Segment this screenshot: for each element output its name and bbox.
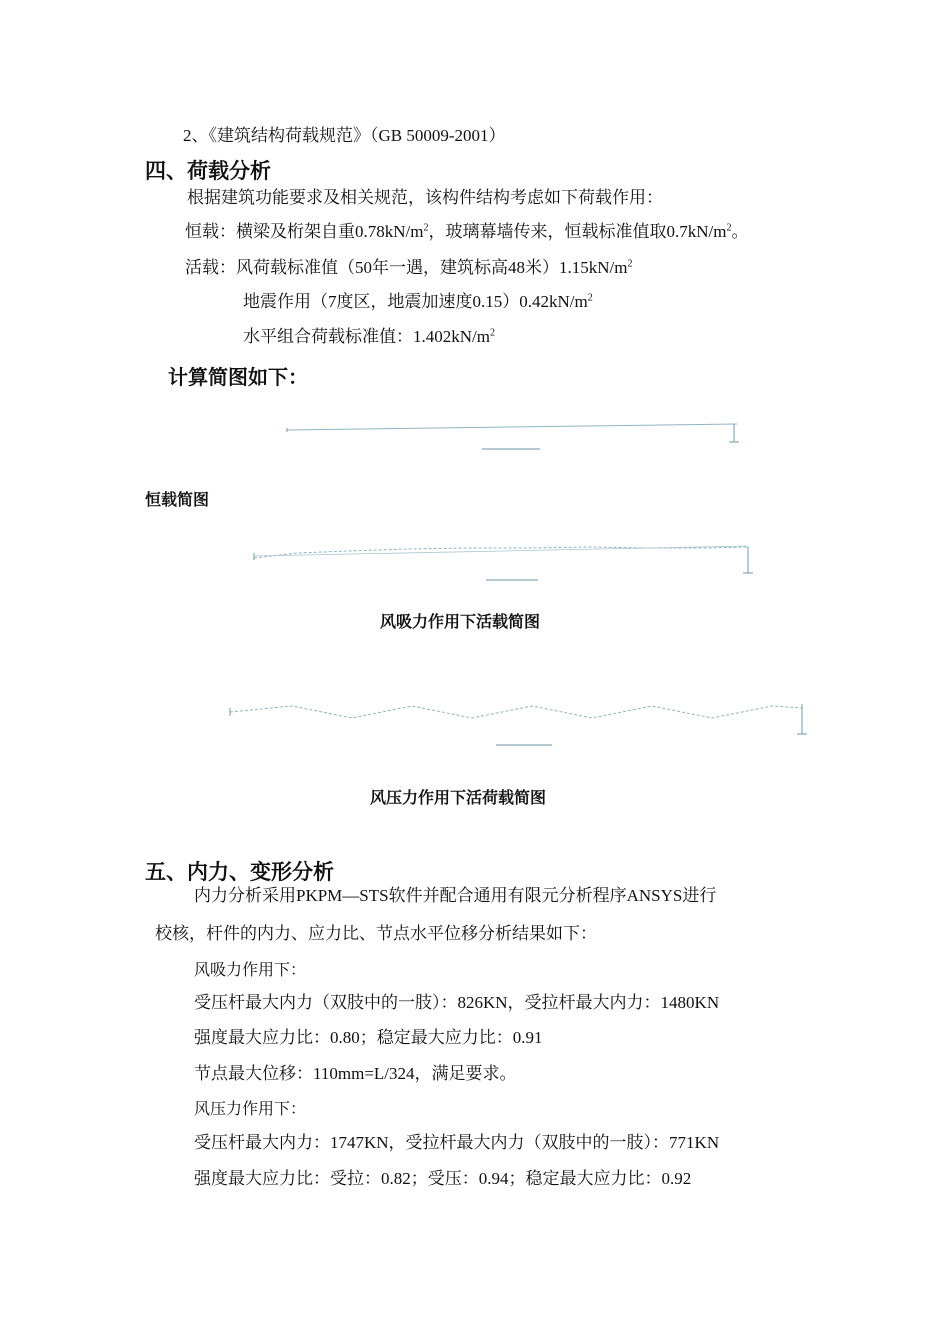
section-4-title: 四、荷载分析 <box>145 159 271 183</box>
dead-load-line: 恒载：横梁及桁架自重$0.78kN/m^2$，玻璃幕墙传来，恒载标准值取$0.7kN/m^2$。 <box>185 222 749 241</box>
section-5-title: 五、内力、变形分析 <box>145 860 334 884</box>
pressure-heading: 风压力作用下： <box>194 1099 307 1118</box>
suction-stress: 强度最大应力比：0.80；稳定最大应力比：0.91 <box>194 1028 543 1047</box>
load-intro: 根据建筑功能要求及相关规范，该构件结构考虑如下荷载作用： <box>187 188 663 207</box>
live-load-combo: 水平组合荷载标准值：$1.402kN/m^2$ <box>243 327 495 346</box>
reference-item: 2、《建筑结构荷载规范》（GB 50009-2001） <box>183 126 506 145</box>
analysis-intro-line1: 内力分析采用PKPM—STS软件并配合通用有限元分析程序ANSYS进行 <box>194 886 717 905</box>
suction-heading: 风吸力作用下： <box>194 960 307 979</box>
wind-suction-diagram <box>248 543 758 585</box>
suction-force: 受压杆最大内力（双肢中的一肢）：826KN，受拉杆最大内力：1480KN <box>194 993 720 1012</box>
suction-displacement: 节点最大位移：110mm=L/324，满足要求。 <box>194 1064 517 1083</box>
analysis-intro-line2: 校核，杆件的内力、应力比、节点水平位移分析结果如下： <box>155 924 597 943</box>
wind-pressure-diagram <box>222 698 812 750</box>
dead-load-diagram <box>282 418 742 456</box>
caption-wind-suction: 风吸力作用下活载简图 <box>380 612 541 631</box>
diagram-heading: 计算简图如下： <box>168 365 308 389</box>
caption-dead-load: 恒载简图 <box>145 490 210 509</box>
pressure-force: 受压杆最大内力：1747KN，受拉杆最大内力（双肢中的一肢）：771KN <box>194 1133 720 1152</box>
live-load-wind: 活载：风荷载标准值（50年一遇，建筑标高48米）$1.15kN/m^2$ <box>185 258 633 277</box>
caption-wind-pressure: 风压力作用下活荷载简图 <box>370 788 547 807</box>
pressure-stress: 强度最大应力比：受拉：0.82；受压：0.94；稳定最大应力比：0.92 <box>194 1169 692 1188</box>
live-load-quake: 地震作用（7度区，地震加速度$0.15)0.42kN/m^2$ <box>243 292 593 311</box>
